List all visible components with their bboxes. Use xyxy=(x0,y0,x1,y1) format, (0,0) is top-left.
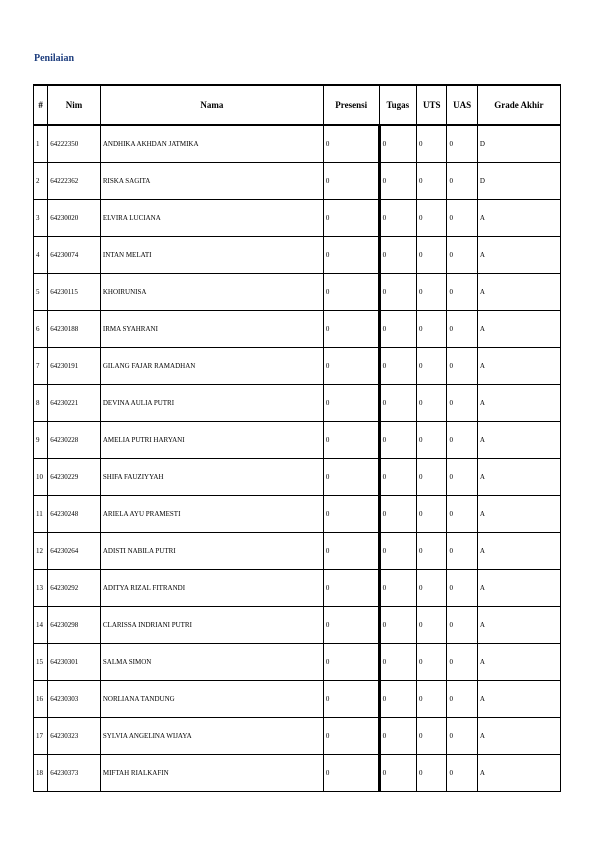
cell-no: 6 xyxy=(34,311,48,348)
cell-uas: 0 xyxy=(447,385,477,422)
table-row xyxy=(34,570,561,607)
cell-uts: 0 xyxy=(417,533,447,570)
cell-grade: A xyxy=(477,274,560,311)
cell-uas: 0 xyxy=(447,274,477,311)
cell-no: 11 xyxy=(34,496,48,533)
header-uts: UTS xyxy=(417,85,447,125)
cell-nim: 64230303 xyxy=(48,681,101,718)
cell-uts: 0 xyxy=(417,459,447,496)
cell-no: 5 xyxy=(34,274,48,311)
cell-tugas: 0 xyxy=(379,496,416,533)
cell-presensi: 0 xyxy=(323,681,379,718)
cell-nim: 64230229 xyxy=(48,459,101,496)
cell-grade: A xyxy=(477,755,560,792)
cell-nim: 64230298 xyxy=(48,607,101,644)
table-row xyxy=(34,385,561,422)
cell-grade: A xyxy=(477,311,560,348)
cell-nama: IRMA SYAHRANI xyxy=(100,311,323,348)
grades-table-body xyxy=(34,125,561,792)
cell-presensi: 0 xyxy=(323,718,379,755)
cell-uas: 0 xyxy=(447,570,477,607)
cell-tugas: 0 xyxy=(379,385,416,422)
cell-nama: ANDHIKA AKHDAN JATMIKA xyxy=(100,125,323,163)
cell-tugas: 0 xyxy=(379,681,416,718)
cell-no: 10 xyxy=(34,459,48,496)
cell-tugas: 0 xyxy=(379,755,416,792)
cell-nama: KHOIRUNISA xyxy=(100,274,323,311)
cell-uas: 0 xyxy=(447,125,477,163)
cell-grade: A xyxy=(477,496,560,533)
table-row xyxy=(34,681,561,718)
table-row xyxy=(34,459,561,496)
table-row xyxy=(34,607,561,644)
cell-uas: 0 xyxy=(447,718,477,755)
cell-nama: NORLIANA TANDUNG xyxy=(100,681,323,718)
cell-nim: 64230264 xyxy=(48,533,101,570)
cell-tugas: 0 xyxy=(379,459,416,496)
cell-tugas: 0 xyxy=(379,274,416,311)
header-nim: Nim xyxy=(48,85,101,125)
cell-grade: A xyxy=(477,607,560,644)
cell-tugas: 0 xyxy=(379,718,416,755)
cell-presensi: 0 xyxy=(323,607,379,644)
cell-tugas: 0 xyxy=(379,607,416,644)
cell-grade: A xyxy=(477,570,560,607)
cell-tugas: 0 xyxy=(379,163,416,200)
header-uas: UAS xyxy=(447,85,477,125)
cell-grade: A xyxy=(477,200,560,237)
cell-presensi: 0 xyxy=(323,570,379,607)
cell-tugas: 0 xyxy=(379,644,416,681)
cell-uts: 0 xyxy=(417,348,447,385)
grades-table xyxy=(33,84,561,792)
cell-uas: 0 xyxy=(447,644,477,681)
table-row xyxy=(34,311,561,348)
cell-grade: A xyxy=(477,348,560,385)
cell-nama: AMELIA PUTRI HARYANI xyxy=(100,422,323,459)
cell-tugas: 0 xyxy=(379,311,416,348)
cell-nama: CLARISSA INDRIANI PUTRI xyxy=(100,607,323,644)
table-row xyxy=(34,533,561,570)
cell-nama: ADISTI NABILA PUTRI xyxy=(100,533,323,570)
cell-presensi: 0 xyxy=(323,125,379,163)
cell-nim: 64230301 xyxy=(48,644,101,681)
cell-nim: 64230074 xyxy=(48,237,101,274)
cell-nama: DEVINA AULIA PUTRI xyxy=(100,385,323,422)
table-row xyxy=(34,644,561,681)
cell-presensi: 0 xyxy=(323,496,379,533)
cell-uts: 0 xyxy=(417,496,447,533)
table-row xyxy=(34,200,561,237)
cell-nim: 64230292 xyxy=(48,570,101,607)
cell-uts: 0 xyxy=(417,274,447,311)
cell-nim: 64230323 xyxy=(48,718,101,755)
cell-nama: SYLVIA ANGELINA WIJAYA xyxy=(100,718,323,755)
cell-nama: SALMA SIMON xyxy=(100,644,323,681)
table-row xyxy=(34,125,561,163)
cell-presensi: 0 xyxy=(323,237,379,274)
header-nama: Nama xyxy=(100,85,323,125)
cell-presensi: 0 xyxy=(323,422,379,459)
cell-uas: 0 xyxy=(447,163,477,200)
cell-uts: 0 xyxy=(417,422,447,459)
cell-nim: 64230020 xyxy=(48,200,101,237)
cell-no: 14 xyxy=(34,607,48,644)
cell-nama: INTAN MELATI xyxy=(100,237,323,274)
cell-no: 2 xyxy=(34,163,48,200)
cell-no: 9 xyxy=(34,422,48,459)
table-row xyxy=(34,348,561,385)
cell-nim: 64230191 xyxy=(48,348,101,385)
table-row xyxy=(34,422,561,459)
cell-uas: 0 xyxy=(447,755,477,792)
cell-tugas: 0 xyxy=(379,570,416,607)
cell-tugas: 0 xyxy=(379,348,416,385)
cell-nama: ELVIRA LUCIANA xyxy=(100,200,323,237)
cell-no: 8 xyxy=(34,385,48,422)
cell-tugas: 0 xyxy=(379,533,416,570)
cell-grade: A xyxy=(477,385,560,422)
table-row xyxy=(34,755,561,792)
cell-uas: 0 xyxy=(447,459,477,496)
cell-presensi: 0 xyxy=(323,348,379,385)
cell-grade: D xyxy=(477,125,560,163)
cell-presensi: 0 xyxy=(323,163,379,200)
cell-grade: A xyxy=(477,533,560,570)
cell-nama: SHIFA FAUZIYYAH xyxy=(100,459,323,496)
cell-presensi: 0 xyxy=(323,459,379,496)
cell-uts: 0 xyxy=(417,385,447,422)
header-grade: Grade Akhir xyxy=(477,85,560,125)
cell-uts: 0 xyxy=(417,718,447,755)
cell-uts: 0 xyxy=(417,755,447,792)
cell-grade: A xyxy=(477,644,560,681)
cell-uts: 0 xyxy=(417,163,447,200)
cell-uas: 0 xyxy=(447,200,477,237)
cell-uas: 0 xyxy=(447,607,477,644)
cell-grade: A xyxy=(477,237,560,274)
cell-tugas: 0 xyxy=(379,237,416,274)
cell-uas: 0 xyxy=(447,496,477,533)
cell-presensi: 0 xyxy=(323,644,379,681)
cell-no: 13 xyxy=(34,570,48,607)
table-header-row xyxy=(34,85,561,125)
cell-nama: MIFTAH RIALKAFIN xyxy=(100,755,323,792)
cell-nim: 64222362 xyxy=(48,163,101,200)
cell-uts: 0 xyxy=(417,570,447,607)
cell-presensi: 0 xyxy=(323,274,379,311)
cell-uas: 0 xyxy=(447,681,477,718)
cell-nama: GILANG FAJAR RAMADHAN xyxy=(100,348,323,385)
cell-no: 4 xyxy=(34,237,48,274)
cell-nim: 64230228 xyxy=(48,422,101,459)
cell-no: 18 xyxy=(34,755,48,792)
cell-tugas: 0 xyxy=(379,200,416,237)
table-row xyxy=(34,274,561,311)
cell-presensi: 0 xyxy=(323,311,379,348)
cell-presensi: 0 xyxy=(323,533,379,570)
cell-no: 15 xyxy=(34,644,48,681)
cell-no: 3 xyxy=(34,200,48,237)
cell-no: 1 xyxy=(34,125,48,163)
cell-grade: A xyxy=(477,718,560,755)
cell-no: 7 xyxy=(34,348,48,385)
cell-nim: 64230373 xyxy=(48,755,101,792)
cell-uas: 0 xyxy=(447,422,477,459)
cell-grade: A xyxy=(477,459,560,496)
cell-no: 17 xyxy=(34,718,48,755)
cell-presensi: 0 xyxy=(323,200,379,237)
cell-no: 12 xyxy=(34,533,48,570)
cell-uas: 0 xyxy=(447,348,477,385)
cell-uts: 0 xyxy=(417,237,447,274)
cell-nama: ARIELA AYU PRAMESTI xyxy=(100,496,323,533)
cell-grade: A xyxy=(477,422,560,459)
cell-tugas: 0 xyxy=(379,422,416,459)
table-row xyxy=(34,718,561,755)
cell-nim: 64222350 xyxy=(48,125,101,163)
cell-uts: 0 xyxy=(417,125,447,163)
cell-uts: 0 xyxy=(417,311,447,348)
cell-uas: 0 xyxy=(447,311,477,348)
cell-nim: 64230248 xyxy=(48,496,101,533)
cell-presensi: 0 xyxy=(323,385,379,422)
cell-uts: 0 xyxy=(417,681,447,718)
cell-grade: D xyxy=(477,163,560,200)
header-tugas: Tugas xyxy=(379,85,416,125)
header-presensi: Presensi xyxy=(323,85,379,125)
cell-nim: 64230115 xyxy=(48,274,101,311)
cell-nim: 64230188 xyxy=(48,311,101,348)
header-no: # xyxy=(34,85,48,125)
cell-nim: 64230221 xyxy=(48,385,101,422)
table-row xyxy=(34,496,561,533)
cell-grade: A xyxy=(477,681,560,718)
cell-nama: ADITYA RIZAL FITRANDI xyxy=(100,570,323,607)
cell-nama: RISKA SAGITA xyxy=(100,163,323,200)
cell-uas: 0 xyxy=(447,533,477,570)
cell-uts: 0 xyxy=(417,644,447,681)
cell-tugas: 0 xyxy=(379,125,416,163)
cell-uas: 0 xyxy=(447,237,477,274)
table-row xyxy=(34,237,561,274)
cell-no: 16 xyxy=(34,681,48,718)
section-title: Penilaian xyxy=(34,53,75,64)
cell-uts: 0 xyxy=(417,607,447,644)
cell-presensi: 0 xyxy=(323,755,379,792)
table-row xyxy=(34,163,561,200)
cell-uts: 0 xyxy=(417,200,447,237)
